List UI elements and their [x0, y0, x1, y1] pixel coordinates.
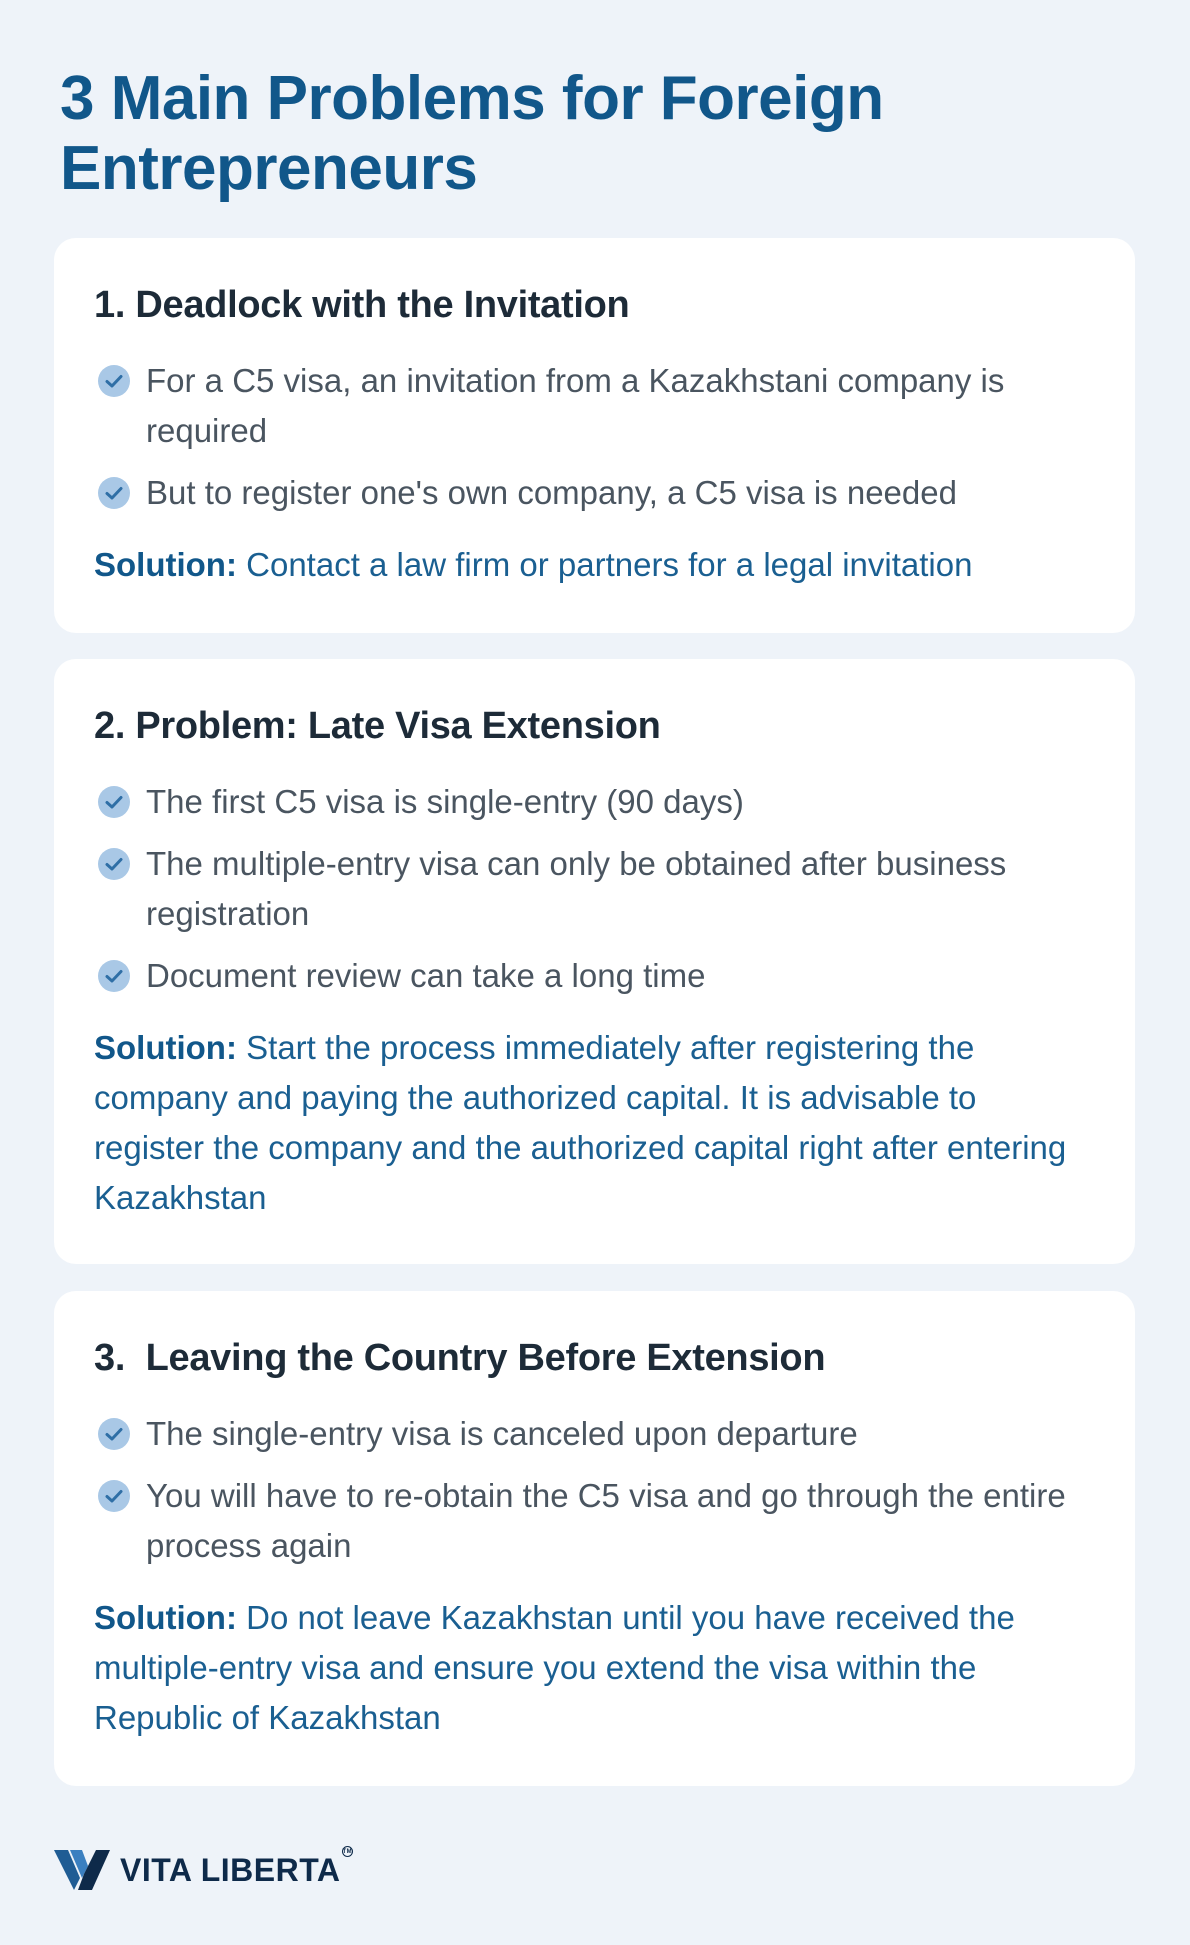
list-item [94, 777, 1095, 827]
bullet-text: For a C5 visa, an invitation from a Kazakhstani company is required [146, 362, 1005, 449]
solution-body: Do not leave Kazakhstan until you have received the multiple-entry visa and ensure you extend the visa within the Republic of Kazakhstan [94, 1599, 1015, 1736]
list-item [94, 1471, 1095, 1571]
list-item [94, 356, 1095, 456]
bullet-text: Document review can take a long time [146, 957, 706, 994]
list-item [94, 839, 1095, 939]
bullet-text: The single-entry visa is canceled upon departure [146, 1415, 858, 1452]
bullet-text: The multiple-entry visa can only be obtained after business registration [146, 845, 1007, 932]
list-item [94, 951, 1095, 1001]
solution-text [94, 540, 1095, 590]
solution-label: Solution: [94, 546, 237, 583]
check-circle-icon [97, 1479, 131, 1513]
bullet-text: You will have to re-obtain the C5 visa and go through the entire process again [146, 1477, 1066, 1564]
problem-card-2 [54, 659, 1135, 1264]
problem-heading: 1. Deadlock with the Invitation [94, 284, 630, 326]
check-circle-icon [97, 785, 131, 819]
check-circle-icon [97, 476, 131, 510]
check-circle-icon [97, 364, 131, 398]
problem-bullet-list [94, 777, 1095, 1001]
list-item [94, 1409, 1095, 1459]
bullet-text: But to register one's own company, a C5 visa is needed [146, 474, 957, 511]
problem-heading: 2. Problem: Late Visa Extension [94, 705, 661, 747]
trademark-mark: TM [342, 1846, 353, 1857]
solution-text [94, 1023, 1095, 1223]
vita-liberta-logo-icon [54, 1848, 110, 1892]
check-circle-icon [97, 959, 131, 993]
page-title: 3 Main Problems for Foreign Entrepreneurs [60, 64, 884, 203]
brand-name-text: VITA LIBERTA [120, 1851, 341, 1888]
list-item [94, 468, 1095, 518]
check-circle-icon [97, 1417, 131, 1451]
problem-heading: 3. Leaving the Country Before Extension [94, 1337, 826, 1379]
solution-label: Solution: [94, 1029, 237, 1066]
solution-body: Contact a law firm or partners for a legal invitation [246, 546, 973, 583]
bullet-text: The first C5 visa is single-entry (90 days) [146, 783, 744, 820]
check-circle-icon [97, 847, 131, 881]
problem-bullet-list [94, 356, 1095, 518]
problem-bullet-list [94, 1409, 1095, 1571]
problem-card-1 [54, 238, 1135, 633]
problem-card-3 [54, 1291, 1135, 1786]
solution-body: Start the process immediately after registering the company and paying the authorized capital. It is advisable to register the company and the authorized capital right after entering Kazakhstan [94, 1029, 1067, 1216]
solution-text [94, 1593, 1095, 1743]
solution-label: Solution: [94, 1599, 237, 1636]
brand-name [120, 1848, 353, 1889]
brand-logo [54, 1848, 353, 1892]
